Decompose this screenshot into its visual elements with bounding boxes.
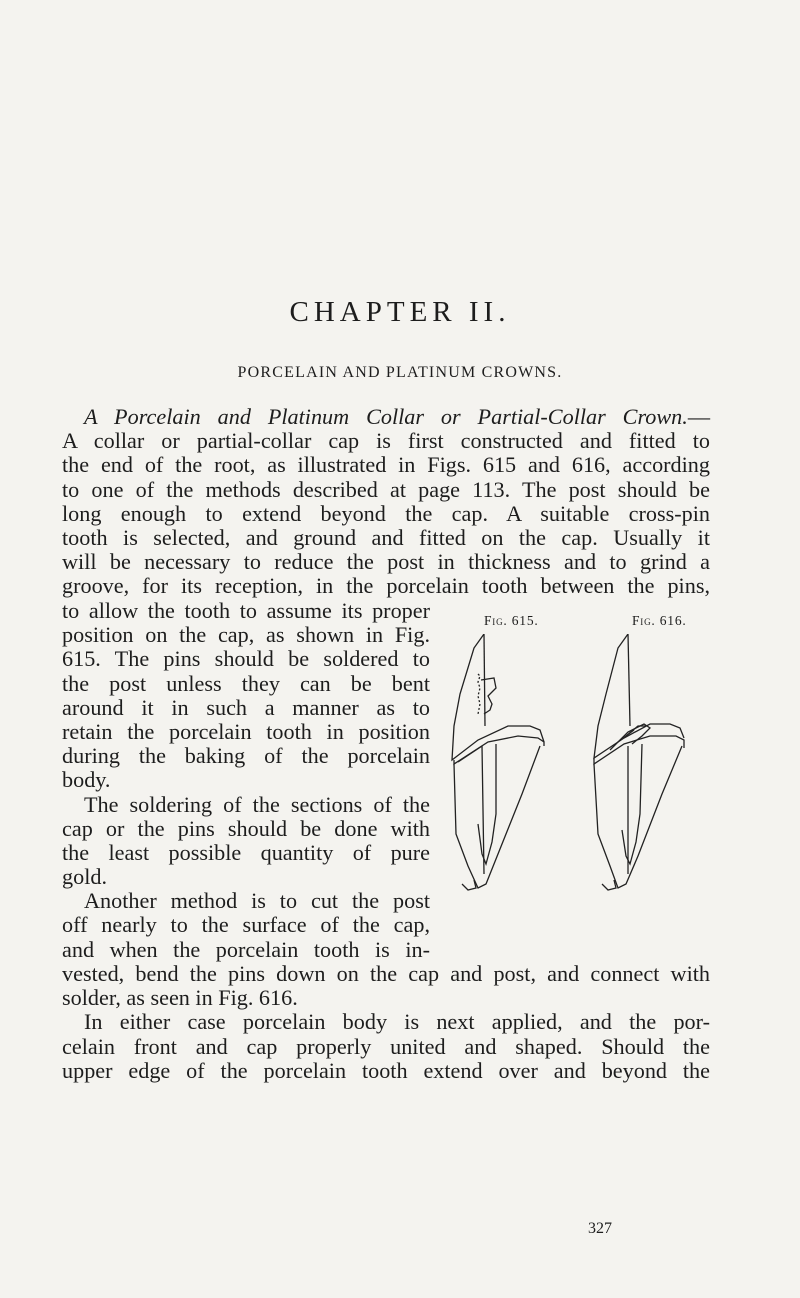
chapter-subtitle: PORCELAIN AND PLATINUM CROWNS. <box>237 364 563 381</box>
text-line: the least possible quantity of pure <box>62 839 430 865</box>
text-line: upper edge of the porcelain tooth extend over and beyond the <box>62 1057 710 1083</box>
text-line: gold. <box>62 864 107 890</box>
text-line: 615. The pins should be soldered to <box>62 646 430 672</box>
text-line: cap or the pins should be done with <box>62 815 430 841</box>
text-line: Another method is to cut the post <box>84 888 430 914</box>
text-line: In either case porcelain body is next applied, and the por- <box>84 1009 710 1035</box>
text-line: will be necessary to reduce the post in thickness and to grind a <box>62 549 710 575</box>
chapter-title: CHAPTER II. <box>289 296 511 328</box>
text-line: to one of the methods described at page 113. The post should be <box>62 476 710 502</box>
text-line: around it in such a manner as to <box>62 694 430 720</box>
text-line: celain front and cap properly united and shaped. Should the <box>62 1033 710 1059</box>
figure-label-615: Fig. 615. <box>484 613 539 628</box>
text-line: and when the porcelain tooth is in- <box>62 936 430 962</box>
text-line: A Porcelain and Platinum Collar or Partial-Collar Crown.— <box>84 404 710 429</box>
text-line: solder, as seen in Fig. 616. <box>62 985 298 1011</box>
text-line: A collar or partial-collar cap is first constructed and fitted to <box>62 428 710 454</box>
paragraph-intro <box>62 405 710 599</box>
paragraph-closing <box>62 962 710 1083</box>
section-heading: A Porcelain and Platinum Collar or Partial-Collar Crown. <box>84 404 688 429</box>
text-line: body. <box>62 767 111 793</box>
text-line: groove, for its reception, in the porcelain tooth between the pins, <box>62 573 710 599</box>
text-line: off nearly to the surface of the cap, <box>62 912 430 938</box>
text-line: tooth is selected, and ground and fitted on the cap. Usually it <box>62 524 710 550</box>
crown-post-diagram-616-icon <box>588 634 708 902</box>
figure-label-616: Fig. 616. <box>632 613 687 628</box>
text-line: to allow the tooth to assume its proper <box>62 598 430 623</box>
paragraph-narrow <box>62 599 430 962</box>
text-line: The soldering of the sections of the <box>84 791 430 817</box>
text-line: long enough to extend beyond the cap. A suitable cross-pin <box>62 500 710 526</box>
text-line: the end of the root, as illustrated in Figs. 615 and 616, according <box>62 452 710 478</box>
text-line: the post unless they can be bent <box>62 670 430 696</box>
text-line: position on the cap, as shown in Fig. <box>62 622 430 648</box>
page-number: 327 <box>588 1220 612 1237</box>
text-line: retain the porcelain tooth in position <box>62 718 430 744</box>
crown-post-diagram-615-icon <box>448 634 568 902</box>
text-line: during the baking of the porcelain <box>62 743 430 769</box>
text-line: vested, bend the pins down on the cap and post, and connect with <box>62 961 710 986</box>
